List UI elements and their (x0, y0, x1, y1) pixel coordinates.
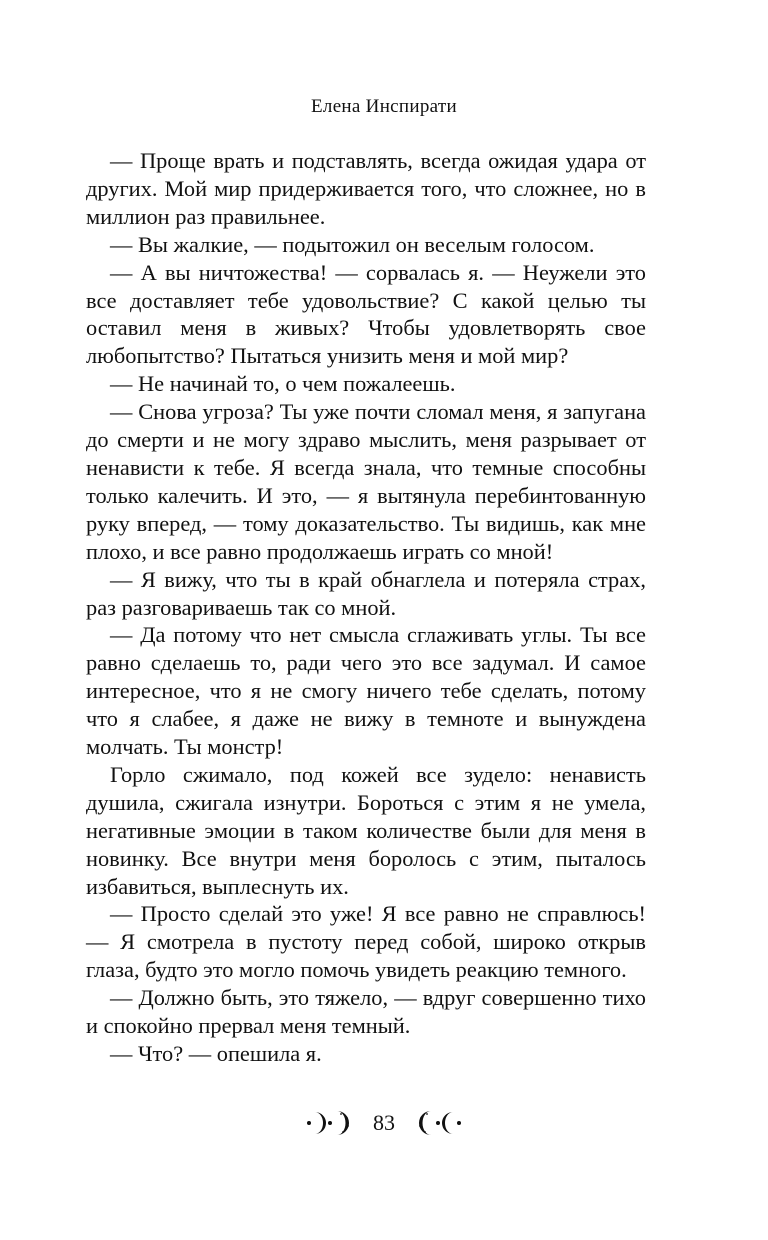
paragraph: — Что? — опешила я. (110, 1041, 322, 1066)
paragraph: — Должно быть, это тяжело, — вдруг совершенно тихо и спокойно прервал меня темный. (86, 985, 646, 1039)
moon-dots-icon (413, 1108, 465, 1138)
paragraph: Горло сжимало, под кожей все зудело: ненависть душила, сжигала изнутри. Бороться с этим я не умела, негативные эмоции в таком количестве были для меня в новинку. Все внутри меня боролось с этим, пыталось избавиться, выплеснуть их. (86, 761, 646, 899)
paragraph: — Проще врать и подставлять, всегда ожидая удара от других. Мой мир придерживается того, что сложнее, но в миллион раз правильнее. (86, 148, 646, 229)
page-body (86, 147, 646, 1068)
page-footer (0, 1108, 768, 1138)
moon-dots-icon (303, 1108, 355, 1138)
paragraph: — Да потому что нет смысла сглаживать углы. Ты все равно сделаешь то, ради чего это все задумал. И самое интересное, что я не смогу ничего тебе сделать, потому что я слабее, я даже не вижу в темноте и вынуждена молчать. Ты монстр! (86, 622, 646, 760)
running-head-author: Елена Инспирати (311, 96, 457, 117)
paragraph: — Снова угроза? Ты уже почти сломал меня, я запугана до смерти и не могу здраво мыслить, меня разрывает от ненависти к тебе. Я всегда знала, что темные способны только калечить. И это, — я вытянула перебинтованную руку вперед, — тому доказательство. Ты видишь, как мне плохо, и все равно продолжаешь играть со мной! (86, 399, 646, 564)
page-number: 83 (373, 1110, 395, 1135)
paragraph: — Не начинай то, о чем пожалеешь. (110, 371, 456, 397)
paragraph: — Вы жалкие, — подытожил он веселым голосом. (110, 231, 595, 257)
paragraph: — Я вижу, что ты в край обнаглела и потеряла страх, раз разговариваешь так со мной. (86, 566, 646, 620)
paragraph: — А вы ничтожества! — сорвалась я. — Неужели это все доставляет тебе удовольствие? С какой целью ты оставил меня в живых? Чтобы удовлетворять свое любопытство? Пытаться унизить меня и мой мир? (86, 259, 646, 369)
paragraph: — Просто сделай это уже! Я все равно не справлюсь! — Я смотрела в пустоту перед собой, широко открыв глаза, будто это могло помочь увидеть реакцию темного. (86, 901, 646, 983)
